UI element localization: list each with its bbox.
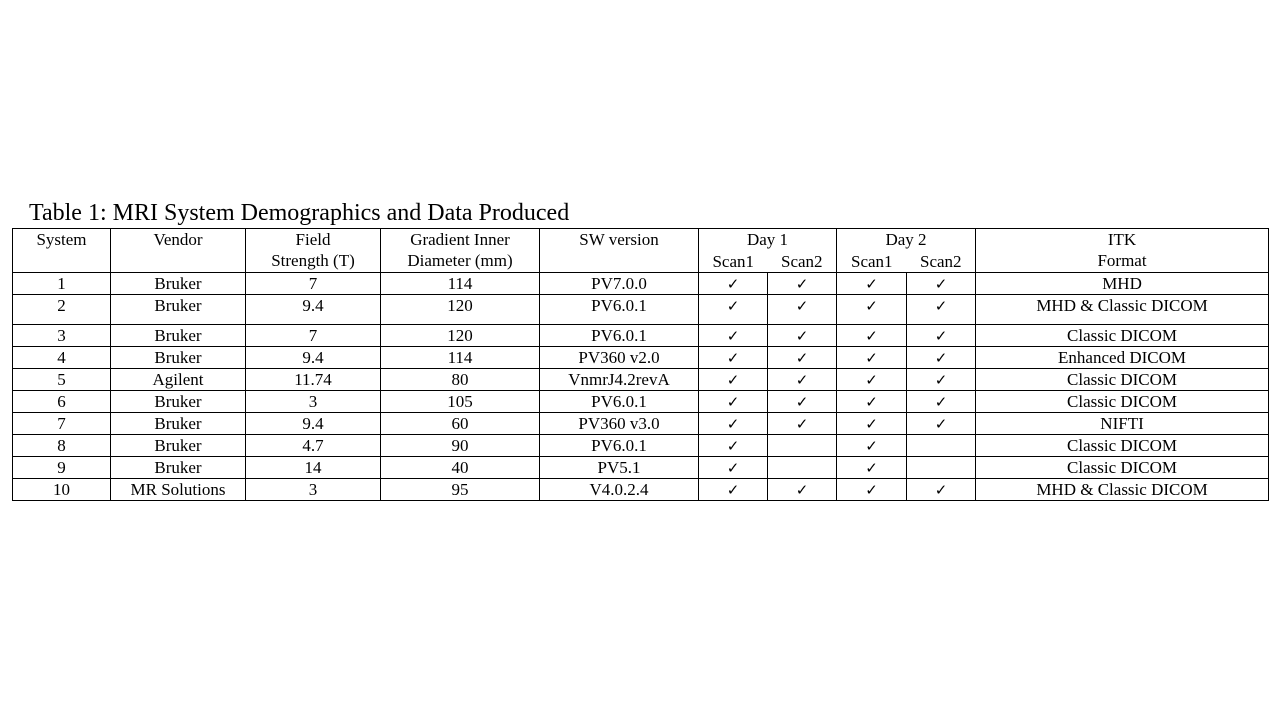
table-header (13, 229, 1269, 273)
checkmark-icon: ✓ (726, 349, 740, 367)
cell-day2-scan1 (837, 295, 907, 325)
cell-gradient-diameter: 114 (381, 273, 540, 295)
checkmark-icon: ✓ (934, 371, 948, 389)
cell-vendor: Bruker (111, 457, 246, 479)
table-row (13, 435, 1269, 457)
cell-sw-version: PV360 v2.0 (540, 347, 699, 369)
checkmark-icon: ✓ (934, 327, 948, 345)
checkmark-icon: ✓ (934, 275, 948, 293)
checkmark-icon: ✓ (726, 275, 740, 293)
cell-day2-scan2 (907, 391, 976, 413)
cell-gradient-diameter: 120 (381, 295, 540, 325)
cell-itk-format: Classic DICOM (976, 457, 1269, 479)
cell-gradient-diameter: 60 (381, 413, 540, 435)
cell-day1-scan1 (699, 435, 768, 457)
cell-day1-scan1 (699, 273, 768, 295)
cell-day1-scan2 (768, 479, 837, 501)
cell-sw-version: PV5.1 (540, 457, 699, 479)
cell-day1-scan1 (699, 479, 768, 501)
cell-sw-version: PV6.0.1 (540, 325, 699, 347)
cell-field-strength: 9.4 (246, 347, 381, 369)
header-day2-scan2: Scan2 (907, 251, 976, 273)
table-caption: Table 1: MRI System Demographics and Data Produced (29, 200, 570, 226)
header-gradient-diameter: Gradient Inner Diameter (mm) (381, 229, 540, 273)
cell-itk-format: Classic DICOM (976, 325, 1269, 347)
cell-day1-scan1 (699, 325, 768, 347)
cell-vendor: Bruker (111, 413, 246, 435)
checkmark-icon: ✓ (934, 349, 948, 367)
cell-day2-scan1 (837, 273, 907, 295)
cell-system: 5 (13, 369, 111, 391)
cell-field-strength: 9.4 (246, 295, 381, 325)
cell-vendor: MR Solutions (111, 479, 246, 501)
cell-system: 4 (13, 347, 111, 369)
header-sw-version: SW version (540, 229, 699, 273)
checkmark-icon: ✓ (726, 393, 740, 411)
header-vendor: Vendor (111, 229, 246, 273)
cell-day2-scan2 (907, 413, 976, 435)
checkmark-icon: ✓ (726, 371, 740, 389)
checkmark-icon: ✓ (865, 481, 878, 499)
cell-system: 8 (13, 435, 111, 457)
cell-field-strength: 3 (246, 479, 381, 501)
cell-vendor: Bruker (111, 391, 246, 413)
cell-day2-scan2 (907, 295, 976, 325)
cell-day2-scan1 (837, 435, 907, 457)
checkmark-icon: ✓ (726, 327, 740, 345)
cell-system: 6 (13, 391, 111, 413)
cell-itk-format: MHD (976, 273, 1269, 295)
cell-system: 3 (13, 325, 111, 347)
cell-sw-version: V4.0.2.4 (540, 479, 699, 501)
checkmark-icon: ✓ (865, 393, 878, 411)
cell-day1-scan2 (768, 295, 837, 325)
cell-day1-scan1 (699, 347, 768, 369)
cell-sw-version: PV7.0.0 (540, 273, 699, 295)
cell-gradient-diameter: 105 (381, 391, 540, 413)
checkmark-icon: ✓ (865, 275, 878, 293)
checkmark-icon: ✓ (795, 275, 809, 293)
cell-itk-format: Enhanced DICOM (976, 347, 1269, 369)
cell-itk-format: MHD & Classic DICOM (976, 479, 1269, 501)
cell-gradient-diameter: 80 (381, 369, 540, 391)
cell-day2-scan2 (907, 435, 976, 457)
cell-vendor: Bruker (111, 273, 246, 295)
cell-day1-scan2 (768, 347, 837, 369)
cell-sw-version: VnmrJ4.2revA (540, 369, 699, 391)
cell-day1-scan1 (699, 295, 768, 325)
header-system: System (13, 229, 111, 273)
cell-day2-scan2 (907, 457, 976, 479)
table-row (13, 457, 1269, 479)
cell-day1-scan1 (699, 457, 768, 479)
cell-system: 9 (13, 457, 111, 479)
cell-day1-scan2 (768, 369, 837, 391)
cell-day1-scan1 (699, 413, 768, 435)
checkmark-icon: ✓ (865, 459, 878, 477)
cell-day2-scan1 (837, 457, 907, 479)
cell-day2-scan2 (907, 347, 976, 369)
cell-itk-format: Classic DICOM (976, 369, 1269, 391)
checkmark-icon: ✓ (934, 393, 948, 411)
cell-day2-scan1 (837, 413, 907, 435)
table-row (13, 479, 1269, 501)
checkmark-icon: ✓ (934, 481, 948, 499)
checkmark-icon: ✓ (865, 371, 878, 389)
cell-day2-scan2 (907, 369, 976, 391)
cell-sw-version: PV360 v3.0 (540, 413, 699, 435)
mri-systems-table (12, 228, 1269, 501)
header-day1-scan1: Scan1 (699, 251, 768, 273)
cell-field-strength: 4.7 (246, 435, 381, 457)
table-row (13, 295, 1269, 325)
cell-itk-format: Classic DICOM (976, 391, 1269, 413)
cell-field-strength: 7 (246, 273, 381, 295)
cell-field-strength: 11.74 (246, 369, 381, 391)
header-day2-scan1: Scan1 (837, 251, 907, 273)
cell-system: 1 (13, 273, 111, 295)
cell-gradient-diameter: 90 (381, 435, 540, 457)
checkmark-icon: ✓ (795, 393, 809, 411)
cell-itk-format: MHD & Classic DICOM (976, 295, 1269, 325)
header-day1: Day 1 (699, 229, 837, 251)
cell-field-strength: 7 (246, 325, 381, 347)
table-row (13, 347, 1269, 369)
cell-day1-scan2 (768, 391, 837, 413)
header-itk-format: ITK Format (976, 229, 1269, 273)
checkmark-icon: ✓ (934, 415, 948, 433)
cell-field-strength: 9.4 (246, 413, 381, 435)
cell-day2-scan1 (837, 325, 907, 347)
table-row (13, 369, 1269, 391)
cell-gradient-diameter: 120 (381, 325, 540, 347)
cell-vendor: Bruker (111, 325, 246, 347)
cell-day2-scan1 (837, 391, 907, 413)
cell-day2-scan2 (907, 325, 976, 347)
table-body (13, 273, 1269, 501)
cell-day1-scan2 (768, 325, 837, 347)
table-row (13, 413, 1269, 435)
table-row (13, 391, 1269, 413)
header-day1-scan2: Scan2 (768, 251, 837, 273)
cell-day2-scan2 (907, 479, 976, 501)
cell-gradient-diameter: 114 (381, 347, 540, 369)
cell-day2-scan1 (837, 479, 907, 501)
cell-day2-scan1 (837, 369, 907, 391)
table-row (13, 325, 1269, 347)
cell-itk-format: NIFTI (976, 413, 1269, 435)
checkmark-icon: ✓ (726, 297, 740, 315)
cell-day2-scan1 (837, 347, 907, 369)
cell-day1-scan2 (768, 457, 837, 479)
cell-vendor: Bruker (111, 295, 246, 325)
cell-day1-scan2 (768, 435, 837, 457)
cell-field-strength: 3 (246, 391, 381, 413)
cell-itk-format: Classic DICOM (976, 435, 1269, 457)
checkmark-icon: ✓ (934, 297, 948, 315)
cell-day1-scan2 (768, 273, 837, 295)
checkmark-icon: ✓ (726, 437, 740, 455)
checkmark-icon: ✓ (865, 415, 878, 433)
cell-day2-scan2 (907, 273, 976, 295)
cell-day1-scan2 (768, 413, 837, 435)
checkmark-icon: ✓ (795, 415, 809, 433)
cell-day1-scan1 (699, 391, 768, 413)
cell-system: 2 (13, 295, 111, 325)
checkmark-icon: ✓ (865, 297, 878, 315)
cell-field-strength: 14 (246, 457, 381, 479)
cell-gradient-diameter: 40 (381, 457, 540, 479)
checkmark-icon: ✓ (865, 349, 878, 367)
header-field-strength: Field Strength (T) (246, 229, 381, 273)
checkmark-icon: ✓ (795, 481, 809, 499)
cell-vendor: Agilent (111, 369, 246, 391)
header-day2: Day 2 (837, 229, 976, 251)
cell-sw-version: PV6.0.1 (540, 295, 699, 325)
cell-gradient-diameter: 95 (381, 479, 540, 501)
checkmark-icon: ✓ (795, 371, 809, 389)
checkmark-icon: ✓ (726, 481, 740, 499)
cell-sw-version: PV6.0.1 (540, 391, 699, 413)
checkmark-icon: ✓ (795, 327, 809, 345)
checkmark-icon: ✓ (726, 415, 740, 433)
checkmark-icon: ✓ (865, 437, 878, 455)
cell-vendor: Bruker (111, 347, 246, 369)
checkmark-icon: ✓ (795, 297, 809, 315)
cell-system: 7 (13, 413, 111, 435)
cell-day1-scan1 (699, 369, 768, 391)
checkmark-icon: ✓ (726, 459, 740, 477)
cell-system: 10 (13, 479, 111, 501)
cell-vendor: Bruker (111, 435, 246, 457)
table-row (13, 273, 1269, 295)
checkmark-icon: ✓ (865, 327, 878, 345)
checkmark-icon: ✓ (795, 349, 809, 367)
cell-sw-version: PV6.0.1 (540, 435, 699, 457)
